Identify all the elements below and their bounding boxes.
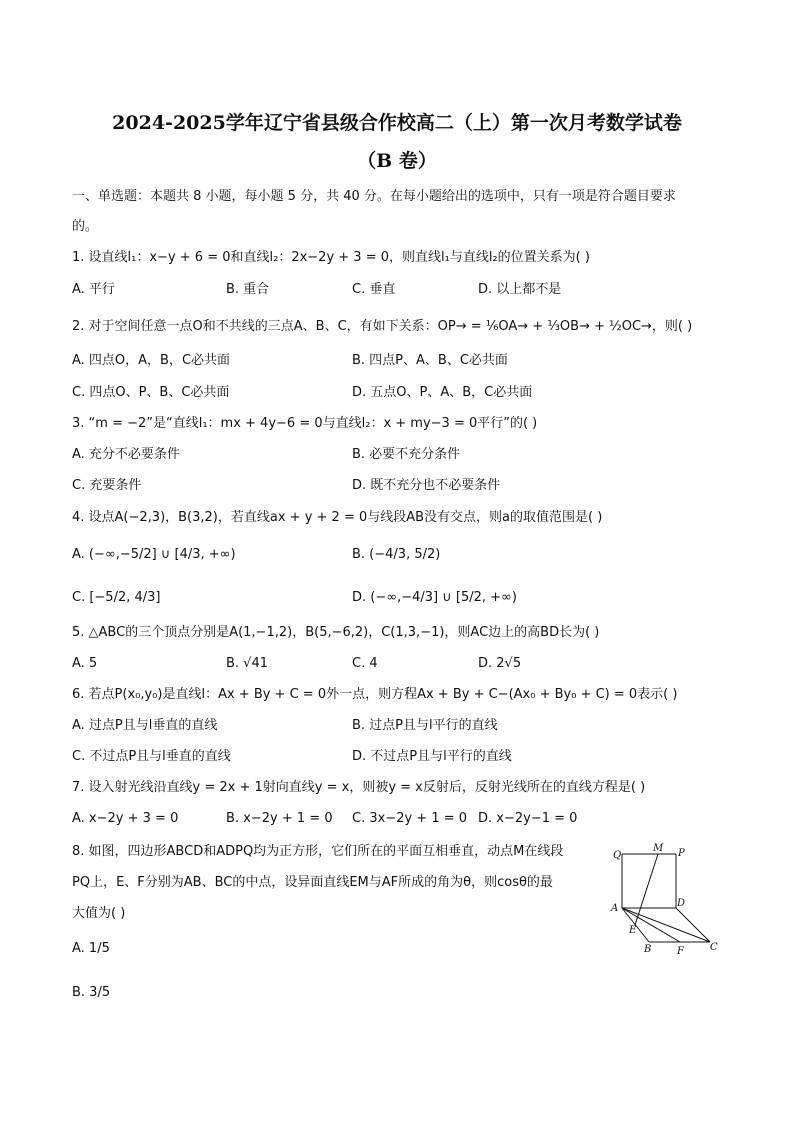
q7-option-c: C. 3x−2y + 1 = 0	[352, 811, 468, 826]
q6-option-c: C. 不过点P且与l垂直的直线	[72, 749, 231, 764]
question-2-stem: 2. 对于空间任意一点O和不共线的三点A、B、C，有如下关系：OP→ = ⅙OA→ + ⅓OB→ + ½OC→，则( )	[72, 319, 693, 334]
q4-option-d: D. (−∞,−4/3] ∪ [5/2, +∞)	[352, 590, 517, 605]
label-c: C	[710, 942, 718, 953]
question-8-stem-line2: PQ上，E、F分别为AB、BC的中点，设异面直线EM与AF所成的角为θ，则cosθ的最	[72, 875, 553, 890]
question-5-stem: 5. △ABC的三个顶点分别是A(1,−1,2)，B(5,−6,2)，C(1,3,−1)，则AC边上的高BD长为( )	[72, 625, 600, 640]
q5-option-d: D. 2√5	[478, 656, 522, 671]
q2-option-a: A. 四点O，A，B，C必共面	[72, 353, 231, 368]
q2-option-d: D. 五点O、P、A、B，C必共面	[352, 385, 533, 400]
q6-option-b: B. 过点P且与l平行的直线	[352, 718, 498, 733]
edge-dc	[676, 908, 710, 942]
label-m: M	[653, 843, 664, 854]
q8-option-b: B. 3/5	[72, 985, 111, 1000]
q7-option-a: A. x−2y + 3 = 0	[72, 811, 179, 826]
q5-option-a: A. 5	[72, 656, 98, 671]
q4-option-b: B. (−4/3, 5/2)	[352, 547, 441, 562]
q6-option-a: A. 过点P且与l垂直的直线	[72, 718, 218, 733]
section-header-line2: 的。	[72, 219, 99, 234]
section-header-line1: 一、单选题：本题共 8 小题，每小题 5 分，共 40 分。在每小题给出的选项中，只有一项是符合题目要求	[72, 189, 676, 204]
question-8-stem-line3: 大值为( )	[72, 906, 126, 921]
label-p: P	[678, 848, 685, 859]
label-b: B	[644, 944, 652, 955]
q8-option-a: A. 1/5	[72, 941, 110, 956]
q1-option-b: B. 重合	[226, 282, 270, 297]
q2-option-c: C. 四点O、P、B、C必共面	[72, 385, 230, 400]
question-6-stem: 6. 若点P(x₀,y₀)是直线l：Ax + By + C = 0外一点，则方程Ax + By + C−(Ax₀ + By₀ + C) = 0表示( )	[72, 687, 678, 702]
label-f: F	[677, 946, 684, 956]
question-8-stem-line1: 8. 如图，四边形ABCD和ADPQ均为正方形，它们所在的平面互相垂直，动点M在线段	[72, 844, 564, 859]
exam-subtitle: （B 卷）	[357, 150, 437, 172]
question-4-stem: 4. 设点A(−2,3)，B(3,2)，若直线ax + y + 2 = 0与线段AB没有交点，则a的取值范围是( )	[72, 510, 603, 525]
q7-option-d: D. x−2y−1 = 0	[478, 811, 578, 826]
q1-option-a: A. 平行	[72, 282, 115, 297]
q8-geometry-figure	[604, 836, 729, 956]
question-1-stem: 1. 设直线l₁：x−y + 6 = 0和直线l₂：2x−2y + 3 = 0，则直线l₁与直线l₂的位置关系为( )	[72, 250, 590, 265]
exam-title: 2024-2025学年辽宁省县级合作校高二（上）第一次月考数学试卷	[112, 112, 682, 134]
q5-option-b: B. √41	[226, 656, 269, 671]
q5-option-c: C. 4	[352, 656, 378, 671]
q3-option-b: B. 必要不充分条件	[352, 447, 461, 462]
q1-option-c: C. 垂直	[352, 282, 396, 297]
q4-option-c: C. [−5/2, 4/3]	[72, 590, 161, 605]
label-a: A	[611, 903, 619, 914]
label-d: D	[677, 898, 686, 909]
label-q: Q	[613, 850, 622, 861]
question-7-stem: 7. 设入射光线沿直线y = 2x + 1射向直线y = x，则被y = x反射后，反射光线所在的直线方程是( )	[72, 780, 646, 795]
label-e: E	[629, 925, 637, 936]
q6-option-d: D. 不过点P且与l平行的直线	[352, 749, 512, 764]
q2-option-b: B. 四点P、A、B、C必共面	[352, 353, 508, 368]
q3-option-c: C. 充要条件	[72, 478, 142, 493]
q3-option-d: D. 既不充分也不必要条件	[352, 478, 501, 493]
q4-option-a: A. (−∞,−5/2] ∪ [4/3, +∞)	[72, 547, 236, 562]
q7-option-b: B. x−2y + 1 = 0	[226, 811, 333, 826]
q3-option-a: A. 充分不必要条件	[72, 447, 180, 462]
q1-option-d: D. 以上都不是	[478, 282, 562, 297]
question-3-stem: 3. “m = −2”是“直线l₁：mx + 4y−6 = 0与直线l₂：x + my−3 = 0平行”的( )	[72, 416, 538, 431]
